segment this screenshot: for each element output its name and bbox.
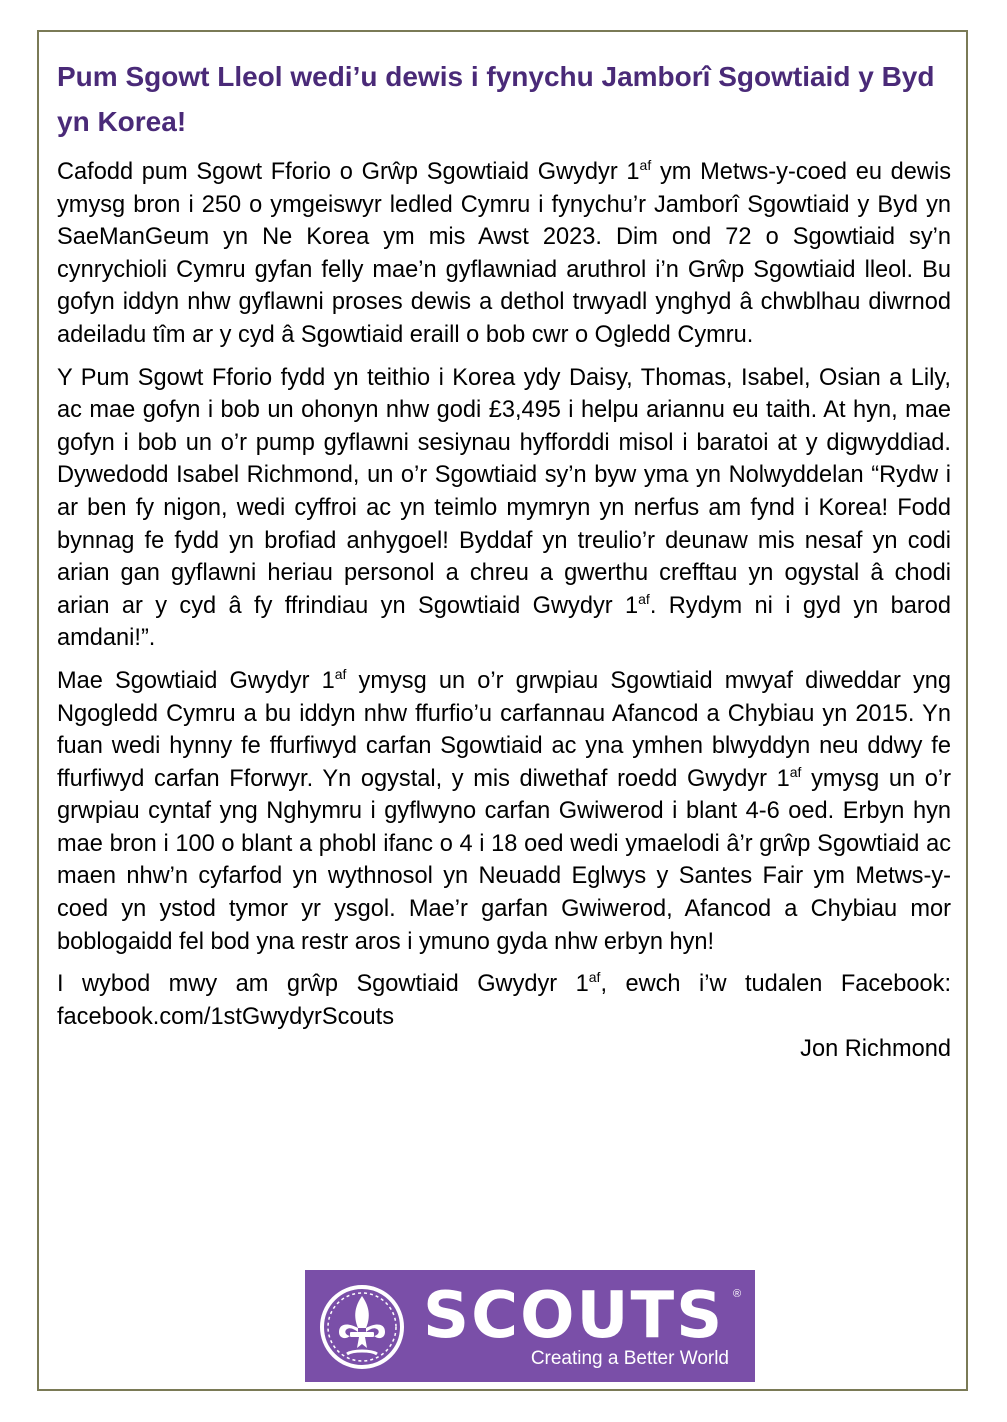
fleur-de-lis-icon [317, 1282, 407, 1372]
scouts-logo [305, 1270, 755, 1382]
superscript-af: af [639, 157, 652, 173]
paragraph-3-text-c: ymysg un o’r grwpiau cyntaf yng Nghymru i gyflwyno carfan Gwiwerod i blant 4-6 oed. Erbyn hyn mae bron i 100 o blant a phobl ifanc o 4 i 18 oed wedi ymaelodi â’r grŵp Sgowtiaid ac maen nhw’n cyfarfod yn wythnosol yn Neuadd Eglwys y Santes Fair ym Metws-y-coed yn ystod tymor yr ysgol. Mae’r garfan Gwiwerod, Afancod a Chybiau mor boblogaidd fel bod yna restr aros i ymuno gyda nhw erbyn hyn! [57, 765, 951, 955]
paragraph-1-text-a: Cafodd pum Sgowt Fforio o Grŵp Sgowtiaid Gwydyr 1 [57, 159, 640, 185]
article-title: Pum Sgowt Lleol wedi’u dewis i fynychu Jamborî Sgowtiaid y Byd yn Korea! [57, 61, 935, 137]
scouts-wordmark: SCOUTS [423, 1279, 725, 1353]
registered-mark: ® [733, 1288, 742, 1300]
paragraph-3 [57, 665, 951, 958]
superscript-af: af [334, 665, 347, 682]
paragraph-3-text-a: Mae Sgowtiaid Gwydyr 1 [57, 667, 335, 694]
paragraph-1 [57, 156, 951, 352]
superscript-af: af [638, 590, 650, 607]
author-signature: Jon Richmond [800, 1036, 951, 1063]
paragraph-2 [57, 362, 951, 655]
logo-tagline: Creating a Better World [530, 1348, 729, 1369]
superscript-af: af [789, 763, 802, 780]
paragraph-3-text-b: ymysg un o’r grwpiau Sgowtiaid mwyaf diweddar yng Ngogledd Cymru a bu iddyn nhw ffurfio’u carfannau Afancod a Chybiau yn 2015. Yn fuan wedi hynny fe ffurfiwyd carfan Sgowtiaid ac yna ymhen blwyddyn neu ddwy fe ffurfiwyd carfan Fforwyr. Yn ogystal, y mis diwethaf roedd Gwydyr 1 [57, 667, 951, 792]
paragraph-2-text-a: Y Pum Sgowt Fforio fydd yn teithio i Korea ydy Daisy, Thomas, Isabel, Osian a Lily, ac mae gofyn i bob un ohonyn nhw godi £3,495 i helpu ariannu eu taith. At hyn, mae gofyn i bob un o’r pump gyflawni sesiynau hyfforddi misol i baratoi at y digwyddiad. Dywedodd Isabel Richmond, un o’r Sgowtiaid sy’n byw yma yn Nolwyddelan “Rydw i ar ben fy nigon, wedi cyffroi ac yn teimlo mymryn yn nerfus am fynd i Korea! Fodd bynnag fe fydd yn brofiad anhygoel! Byddaf yn treulio’r deunaw mis nesaf yn codi arian gan gyflawni heriau personol a chreu a gwerthu crefftau yn ogystal â chodi arian ar y cyd â fy ffrindiau yn Sgowtiaid Gwydyr 1 [57, 364, 951, 619]
paragraph-4 [57, 968, 951, 1033]
superscript-af: af [588, 969, 601, 986]
paragraph-1-text-b: ym Metws-y-coed eu dewis ymysg bron i 250 o ymgeiswyr ledled Cymru i fynychu’r Jamborî Sgowtiaid y Byd yn SaeManGeum yn Ne Korea ym mis Awst 2023. Dim ond 72 o Sgowtiaid sy’n cynrychioli Cymru gyfan felly mae’n gyflawniad aruthrol i’n Grŵp Sgowtiaid lleol. Bu gofyn iddyn nhw gyflawni proses dewis a dethol trwyadl ynghyd â chwblhau diwrnod adeiladu tîm ar y cyd â Sgowtiaid eraill o bob cwr o Ogledd Cymru. [57, 159, 951, 348]
paragraph-4-text-b: , ewch i’w tudalen Facebook: facebook.com/1stGwydyrScouts [57, 971, 951, 1030]
article [57, 54, 951, 1066]
paragraph-2-text-b: . Rydym ni i gyd yn barod amdani!”. [57, 592, 952, 652]
paragraph-4-text-a: I wybod mwy am grŵp Sgowtiaid Gwydyr 1 [57, 971, 589, 998]
